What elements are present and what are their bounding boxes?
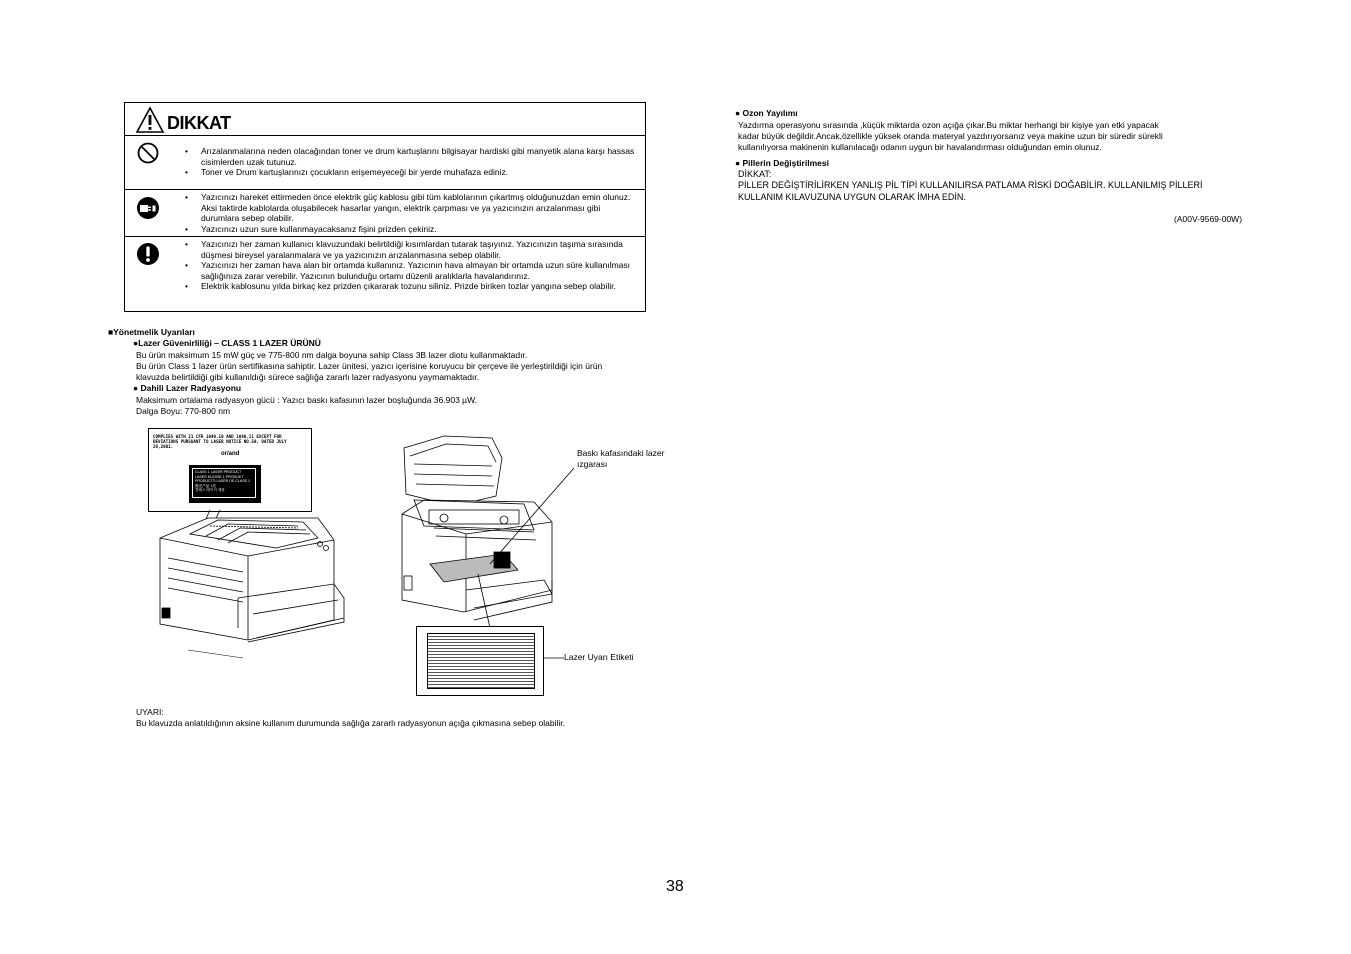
caution-item: • Yazıcınızı her zaman kullanıcı klavuzundaki belirtildiği kısımlardan tutarak taşıyınız. Yazıcınızın taşıma sırasında düşmesi bireysel yaralanmalara ve ya yazıcınızın arızalanmasına sebep olabilir. xyxy=(201,239,637,260)
text-line: LASER KLASSE 1 PRODUKT xyxy=(195,474,244,479)
caution-item: • Yazıcınızı her zaman hava alan bir ortamda kullanınız. Yazıcının hava almayan bir ortamda uzun süre kullanılması sağlığınıza zarar verebilir. Yazıcının bulunduğu ortamı düzenli aralıklarla havalandırınız. xyxy=(201,260,637,281)
battery-heading: ● Pillerin Değiştirilmesi xyxy=(735,158,829,168)
text-line: Yazdırma operasyonu sırasında ,küçük miktarda ozon açığa çıkar.Bu miktar herhangi bir kişiye yan etki yapacak xyxy=(738,120,1159,130)
laser-safety-heading: ●Lazer Güvenirliliği – CLASS 1 LAZER ÜRÜNÜ xyxy=(133,338,321,348)
exclamation-icon xyxy=(136,242,160,266)
printer-closed-figure xyxy=(148,428,348,673)
laser-warning-label xyxy=(416,626,544,696)
warning-triangle-icon xyxy=(135,106,165,134)
caution-box xyxy=(124,102,646,312)
battery-caution-text xyxy=(738,180,1278,203)
caution-item: • Elektrik kablosunu yılda birkaç kez prizden çıkararak tozunu siliniz. Prizde biriken tozlar yangına sebep olabilir. xyxy=(201,281,637,292)
text-line: 클래스 레이저 제품 xyxy=(195,488,225,493)
caution-row-unplug xyxy=(125,190,645,237)
text-line: KULLANIM KILAVUZUNA UYGUN OLARAK İMHA EDİN. xyxy=(738,191,966,202)
caution-item: • Toner ve Drum kartuşlarınızı çocukların erişemeyeceği bir yerde muhafaza ediniz. xyxy=(201,167,637,178)
warning-text: Bu klavuzda anlatıldığının aksine kullanım durumunda sağlığa zararlı radyasyonun açığa çıkmasına sebep olabilir. xyxy=(136,718,566,728)
text-line: Bu ürün Class 1 lazer ürün sertifikasına sahiptir. Lazer ünitesi, yazıcı içerisine koruyucu bir çerçeve ile yerleştirildiği için ürün xyxy=(136,361,603,371)
caution-item: • Arızalanmalarına neden olacağından toner ve drum kartuşlarını bilgisayar hardiski gibi manyetik alana karşı hassas cisimlerden uzak tutunuz. xyxy=(201,146,637,167)
laser-safety-text xyxy=(136,350,676,383)
text-line: PRODUCTO LASER DE CLASE 1 xyxy=(195,479,251,484)
text-line: PİLLER DEĞİŞTİRİLİRKEN YANLIŞ PİL TİPİ KULLANILIRSA PATLAMA RİSKİ DOĞABİLİR. KULLANILMIŞ PİLLERİ xyxy=(738,180,1203,190)
text-line: Maksimum ortalama radyasyon gücü : Yazıcı baskı kafasının lazer boşluğunda 36.903 µW. xyxy=(136,395,477,405)
text-line: 激光产品 1类 xyxy=(195,483,216,488)
internal-laser-text xyxy=(136,395,477,417)
or-and-text: or/and xyxy=(221,451,240,457)
caution-row-exclamation xyxy=(125,237,645,312)
laser-label-callout: Lazer Uyarı Etiketi xyxy=(564,652,634,662)
printhead-callout: Baskı kafasındaki lazer ızgarası xyxy=(577,448,665,469)
regulations-heading: ■Yönetmelik Uyarıları xyxy=(108,327,195,337)
compliance-text: COMPLIES WITH 21 CFR 1040.10 AND 1040.11 EXCEPT FOR DEVIATIONS PURSUANT TO LASER NOTICE NO.50, DATED JULY 26,2001. xyxy=(153,434,287,450)
text-line: CLASS 1 LASER PRODUCT xyxy=(195,470,242,474)
unplug-icon xyxy=(136,196,160,220)
printer-closed-drawing xyxy=(148,428,348,673)
prohibition-icon xyxy=(136,141,160,165)
caution-item: • Yazıcınızı uzun sure kullanmayacaksanız fişini prizden çekiniz. xyxy=(201,224,637,235)
text-line: Dalga Boyu: 770-800 nm xyxy=(136,406,231,416)
square-bullet-icon: ■ xyxy=(108,327,114,337)
internal-laser-heading: ● Dahili Lazer Radyasyonu xyxy=(133,383,242,393)
caution-title: DIKKAT xyxy=(167,113,231,133)
ozone-text xyxy=(738,120,1258,153)
text-line: kadar büyük değildir.Ancak,özellikle yüksek oranda materyal yazdırıyorsanız veya makine uzun bir süredir sürekli xyxy=(738,131,1163,141)
caution-row-prohibition xyxy=(125,136,645,190)
warning-title: UYARI: xyxy=(136,707,164,717)
caution-header xyxy=(125,103,645,136)
laser-warning-label-text-block xyxy=(427,633,535,689)
text-line: klavuzda belirtildiği gibi kullanıldığı sürece sağlığa zararlı lazer radyasyonu yaymamaktadır. xyxy=(136,372,480,382)
ozone-heading: ● Ozon Yayılımı xyxy=(735,108,798,118)
document-code: (A00V-9569-00W) xyxy=(1174,214,1243,224)
text-line: Bu ürün maksimum 15 mW güç ve 775-800 nm dalga boyuna sahip Class 3B lazer diotu kullanmaktadır. xyxy=(136,350,528,360)
printer-open-figure xyxy=(384,430,665,698)
battery-caution-title: DİKKAT: xyxy=(738,169,772,179)
caution-item: • Yazıcınızı hareket ettirmeden önce elektrik güç kablosu gibi tüm kablolarının çıkartmış olduğunuzdan emin olunuz. Aksi taktirde kablolarda oluşabilecek hasarlar yangın, elektrik çarpması ve ya yazıcınızın arızalanması gibi durumlara sebep olabilir. xyxy=(201,192,637,224)
page-number: 38 xyxy=(666,878,684,895)
text-line: kullanılıyorsa makinenin kullanılacağı odanın uygun bir havalandırması olduğundan emin olunuz. xyxy=(738,142,1102,152)
